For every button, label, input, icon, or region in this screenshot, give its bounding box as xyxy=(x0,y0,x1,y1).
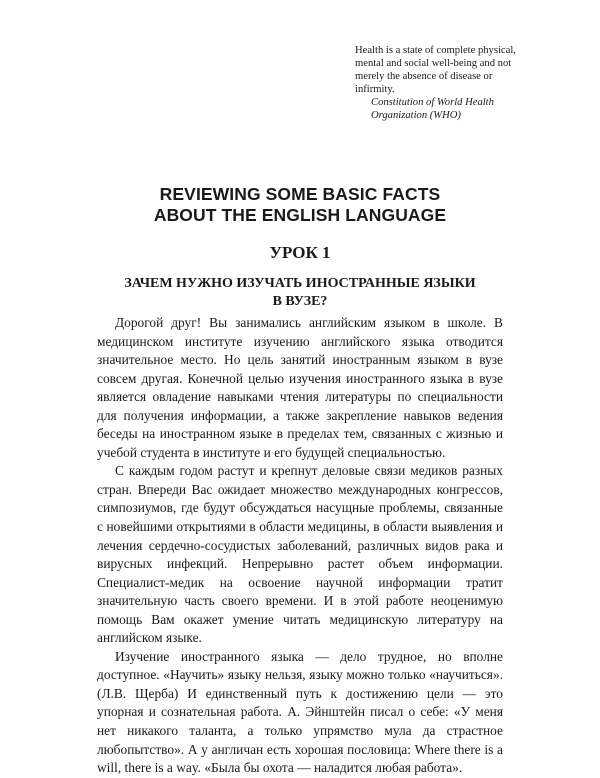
epigraph-quote: Health is a state of complete physical, mental and social well-being and not merely the absence of disease or infirmity. xyxy=(355,45,516,95)
paragraph-3: Изучение иностранного языка — дело трудное, но вполне доступное. «Научить» языку нельзя, языку можно только «научиться». (Л.В. Щерба) И единственный путь к достижению цели — это упорная и сознательная работа. А. Эйнштейн писал о себе: «У меня нет никакого таланта, а только упрямство мула да страстное любопытство». А у англичан есть хорошая пословица: Where there is a will, there is a way. «Была бы охота — наладится любая работа». xyxy=(97,648,503,776)
epigraph xyxy=(355,44,517,122)
paragraph-2: С каждым годом растут и крепнут деловые связи медиков разных стран. Впереди Вас ожидает множество международных конгрессов, симпозиумов, где будут обсуждаться насущные проблемы, связанные с новейшими открытиями в области медицины, в области выявления и лечения сердечно-сосудистых заболеваний, различных видов рака и вирусных инфекций. Непрерывно растет объем информации. Специалист-медик на освоение научной информации тратит значительную часть своего времени. И в этой работе неоценимую помощь Вам окажет умение читать медицинскую литературу на английском языке. xyxy=(97,463,503,646)
lesson-subtitle-line2: В ВУЗЕ? xyxy=(272,294,328,309)
chapter-heading-line2: ABOUT THE ENGLISH LANGUAGE xyxy=(153,205,447,225)
body-text xyxy=(97,314,503,778)
chapter-heading-line1: REVIEWING SOME BASIC FACTS xyxy=(159,184,441,204)
paragraph-1: Дорогой друг! Вы занимались английским языком в школе. В медицинском институте изучению английского языка отводится значительное место. Но цель занятий иностранным языком в вузе совсем другая. Конечной целью изучения иностранного языка в вузе является овладение навыками чтения литературы по специальности для получения информации, а также закрепление навыков ведения беседы на иностранном языке в пределах тем, связанных с жизнью и учебой студента в институте и его будущей специальностью. xyxy=(97,315,503,460)
lesson-title: УРОК 1 xyxy=(269,243,331,262)
epigraph-source: Constitution of World Health Organization (WHO) xyxy=(371,97,494,121)
chapter-heading xyxy=(0,184,600,226)
lesson-subtitle xyxy=(100,275,500,311)
lesson-subtitle-line1: ЗАЧЕМ НУЖНО ИЗУЧАТЬ ИНОСТРАННЫЕ ЯЗЫКИ xyxy=(124,276,476,291)
